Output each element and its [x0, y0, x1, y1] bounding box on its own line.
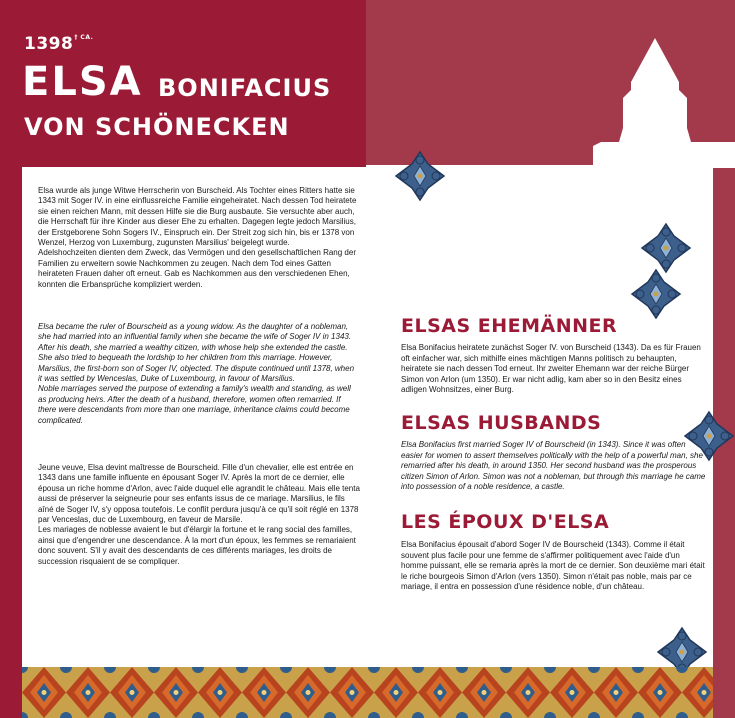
english-paragraph: Elsa became the ruler of Bourscheid as a young widow. As the daughter of a nobleman, she had married into an influential family when she became the wife of Soger IV in 1343. After his death, she married a wealthy citizen, with whose help she extended the castle. She also tried to bequeath the lordship to her children from this marriage. However, Marsilius, the first-born son of Soger IV, objected. The dispute continued until 1378, when it was settled by Wenceslas, Duke of Luxembourg, in favour of Marsilius.	[38, 322, 355, 384]
german-paragraph: Adelshochzeiten dienten dem Zweck, das Vermögen und den gesellschaftlichen Rang der Familien zu erweitern sowie Nachkommen zu zeugen. Nach dem Tod eines Gatten heirateten Frauen daher oft erneut. Gab es Nachkommen aus den verschiedenen Ehen, konnten die Erbansprüche kompliziert werden.	[38, 248, 356, 289]
quatrefoil-ornament-icon	[630, 268, 682, 320]
french-paragraph: Les mariages de noblesse avaient le but d'élargir la fortune et le rang social des familles, ainsi que d'engendrer une descendance. À la mort d'un époux, les femmes se remariaient donc souvent. S'il y avait des descendants de ces différents mariages, les droits de succession risquaient de se compliquer.	[38, 525, 356, 566]
year-suffix: † CA.	[74, 34, 94, 41]
castle-tower-silhouette	[593, 38, 735, 168]
french-paragraph: Jeune veuve, Elsa devint maîtresse de Bourscheid. Fille d'un chevalier, elle est entrée en 1343 dans une famille influente en épousant Soger IV. Après la mort de ce dernier, elle épousa un riche homme d'Arlon, avec l'aide duquel elle agrandit le château. Mais elle tenta aussi de préserver la seigneurie pour ses enfants issus de ce mariage. Marsilius, le fils aîné de Soger IV, s'y opposa toutefois. Le conflit perdura jusqu'à ce qu'il soit réglé en 1378 par Venceslas, duc de Luxembourg, en faveur de Marsile.	[38, 463, 360, 525]
english-text-block	[38, 322, 360, 426]
name-first: ELSA	[22, 59, 143, 105]
name-last: VON SCHÖNECKEN	[24, 113, 290, 141]
german-paragraph: Elsa wurde als junge Witwe Herrscherin von Burscheid. Als Tochter eines Ritters hatte sie 1343 mit Soger IV. in eine einflussreiche Familie eingeheiratet. Nach dessen Tod heiratete sie einen reichen Mann, mit dessen Hilfe sie die Burg ausbaute. Sie versuchte aber auch, die Herrschaft für ihre Kinder aus dieser Ehe zu erhalten. Dagegen legte jedoch Marsilius, der Erstgeborene Sohn Sogers IV., Einspruch ein. Der Streit zog sich hin, bis er 1378 von Wenzel, Herzog von Luxemburg, zugunsten Marsilius' beigelegt wurde.	[38, 186, 357, 248]
quatrefoil-ornament-icon	[640, 222, 692, 274]
heading-english: ELSAS HUSBANDS	[401, 412, 602, 434]
husbands-text-german: Elsa Bonifacius heiratete zunächst Soger IV. von Burscheid (1343). Da es für Frauen oft einfacher war, sich mithilfe eines mächtigen Manns politisch zu behaupten, heiratete sie nach dessen Tod erneut. Ihr zweiter Ehemann war der reiche Bürger Simon von Arlon (um 1350). Er war nicht adlig, kam aber so in den Besitz eines adligen Wohnsitzes, einer Burg.	[401, 343, 701, 395]
husbands-text-english: Elsa Bonifacius first married Soger IV of Bourscheid (in 1343). Since it was often easier for women to assert themselves politically with the help of a powerful man, she remarried after his death, in around 1350. Her second husband was the prosperous citizen Simon of Arlon. Simon was not a nobleman, but through this marriage he came into possession of a noble residence, a castle.	[401, 440, 706, 492]
english-paragraph: Noble marriages served the purpose of extending a family's wealth and standing, as well as producing heirs. After the death of a husband, therefore, women often remarried. If there were descendants from more than one marriage, inheritance claims could become complicated.	[38, 384, 351, 425]
quatrefoil-ornament-icon	[683, 410, 735, 462]
french-text-block	[38, 463, 360, 567]
year-label: 1398† CA.	[24, 34, 94, 54]
name-middle: BONIFACIUS	[158, 74, 332, 102]
heading-german: ELSAS EHEMÄNNER	[401, 315, 618, 337]
german-text-block	[38, 186, 360, 290]
husbands-text-french: Elsa Bonifacius épousait d'abord Soger IV de Bourscheid (1343). Comme il était souvent plus facile pour une femme de s'affirmer politiquement avec l'aide d'un homme puissant, elle se remaria après la mort de ce dernier. Son deuxième mari était le riche bourgeois Simon d'Arlon (vers 1350). Simon n'était pas noble, mais par ce mariage, il entra en possession d'une résidence noble, d'un château.	[401, 540, 705, 592]
tile-border-strip	[22, 667, 713, 718]
quatrefoil-ornament-icon	[394, 150, 446, 202]
heading-french: LES ÉPOUX D'ELSA	[401, 511, 610, 533]
